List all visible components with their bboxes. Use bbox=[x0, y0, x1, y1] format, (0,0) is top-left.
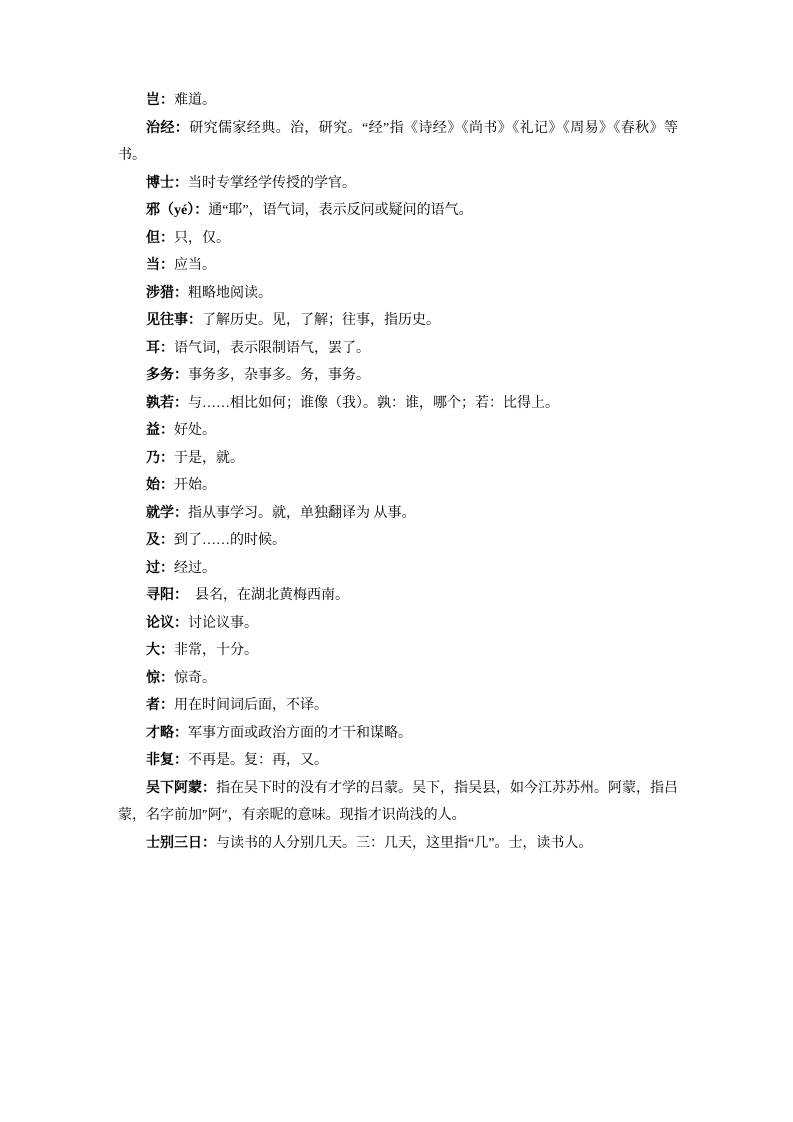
entry-term: 邪（yé）： bbox=[146, 203, 209, 218]
entry-term: 始： bbox=[146, 478, 174, 493]
glossary-entry bbox=[118, 445, 678, 473]
entry-term: 多务： bbox=[146, 368, 188, 383]
glossary-entry bbox=[118, 417, 678, 445]
entry-term: 过： bbox=[146, 560, 174, 576]
glossary-entry bbox=[118, 225, 678, 253]
entry-definition: 当时专掌经学传授的学官。 bbox=[188, 175, 356, 191]
entry-definition: 只，仅。 bbox=[174, 230, 230, 246]
entry-definition: 语气词，表示限制语气，罢了。 bbox=[174, 340, 370, 356]
entry-definition: 事务多，杂事多。务，事务。 bbox=[188, 368, 370, 383]
entry-definition: 与读书的人分别几天。三：几天，这里指“几”。士，读书人。 bbox=[216, 835, 593, 851]
entry-term: 大： bbox=[146, 643, 174, 658]
entry-definition: 惊奇。 bbox=[174, 670, 216, 686]
glossary-entry bbox=[118, 280, 678, 308]
glossary-entry bbox=[118, 527, 678, 555]
glossary-entry bbox=[118, 775, 678, 830]
entry-term: 当： bbox=[146, 258, 174, 273]
entry-definition: 难道。 bbox=[174, 93, 216, 108]
entry-definition: 好处。 bbox=[174, 423, 216, 438]
entry-definition: 于是，就。 bbox=[174, 450, 244, 466]
entry-term: 寻阳： bbox=[146, 588, 181, 603]
glossary-entry bbox=[118, 720, 678, 748]
entry-definition: 了解历史。见，了解；往事，指历史。 bbox=[202, 313, 440, 328]
glossary-entry bbox=[118, 252, 678, 280]
entry-definition: 开始。 bbox=[174, 478, 216, 493]
glossary-entry bbox=[118, 500, 678, 528]
entry-term: 但： bbox=[146, 230, 174, 246]
entry-term: 博士： bbox=[146, 175, 188, 191]
glossary-entry bbox=[118, 692, 678, 720]
entry-definition: 不再是。复：再，又。 bbox=[188, 753, 328, 768]
glossary-entry bbox=[118, 555, 678, 583]
entry-term: 论议： bbox=[146, 615, 188, 631]
entry-definition: 研究儒家经典。治，研究。“经”指《诗经》《尚书》《礼记》《周易》《春秋》等书。 bbox=[118, 120, 678, 163]
entry-term: 才略： bbox=[146, 725, 188, 741]
entry-term: 者： bbox=[146, 698, 174, 713]
glossary-entry bbox=[118, 472, 678, 500]
entry-term: 岂： bbox=[146, 93, 174, 108]
entry-term: 见往事： bbox=[146, 313, 202, 328]
glossary-entry bbox=[118, 665, 678, 693]
entry-definition: 与……相比如何；谁像（我）。孰：谁，哪个；若：比得上。 bbox=[188, 395, 559, 411]
glossary-entry bbox=[118, 87, 678, 115]
entry-definition: 指从事学习。就，单独翻译为 从事。 bbox=[188, 505, 416, 521]
glossary-entry bbox=[118, 390, 678, 418]
entry-term: 士别三日： bbox=[146, 835, 216, 851]
entry-term: 非复： bbox=[146, 753, 188, 768]
entry-definition: 通“耶”，语气词，表示反问或疑问的语气。 bbox=[208, 203, 473, 218]
glossary-entry bbox=[118, 197, 678, 225]
entry-definition: 军事方面或政治方面的才干和谋略。 bbox=[188, 725, 412, 741]
glossary-entry bbox=[118, 115, 678, 170]
glossary-entry bbox=[118, 307, 678, 335]
glossary-list bbox=[118, 87, 678, 857]
glossary-entry bbox=[118, 747, 678, 775]
glossary-entry bbox=[118, 335, 678, 363]
entry-term: 涉猎： bbox=[146, 285, 188, 301]
entry-term: 就学： bbox=[146, 505, 188, 521]
glossary-entry bbox=[118, 637, 678, 665]
entry-definition: 用在时间词后面，不译。 bbox=[174, 698, 328, 713]
glossary-entry bbox=[118, 362, 678, 390]
entry-term: 乃： bbox=[146, 450, 174, 466]
entry-term: 吴下阿蒙： bbox=[146, 780, 216, 796]
glossary-entry bbox=[118, 170, 678, 198]
glossary-entry bbox=[118, 830, 678, 858]
entry-definition: 粗略地阅读。 bbox=[188, 285, 272, 301]
entry-term: 耳： bbox=[146, 340, 174, 356]
entry-term: 惊： bbox=[146, 670, 174, 686]
entry-definition: 应当。 bbox=[174, 258, 216, 273]
glossary-entry bbox=[118, 610, 678, 638]
entry-definition: 经过。 bbox=[174, 560, 216, 576]
entry-term: 治经： bbox=[146, 120, 190, 136]
entry-term: 益： bbox=[146, 423, 174, 438]
glossary-entry bbox=[118, 582, 678, 610]
entry-definition: 到了……的时候。 bbox=[174, 533, 286, 548]
entry-term: 孰若： bbox=[146, 395, 188, 411]
entry-definition: 讨论议事。 bbox=[188, 615, 258, 631]
entry-term: 及： bbox=[146, 533, 174, 548]
entry-definition: 指在吴下时的没有才学的吕蒙。吴下，指吴县，如今江苏苏州。阿蒙，指吕蒙，名字前加″阿″，有亲昵的意味。现指才识尚浅的人。 bbox=[118, 780, 678, 823]
entry-definition: 非常，十分。 bbox=[174, 643, 258, 658]
entry-definition: 县名，在湖北黄梅西南。 bbox=[181, 588, 349, 603]
